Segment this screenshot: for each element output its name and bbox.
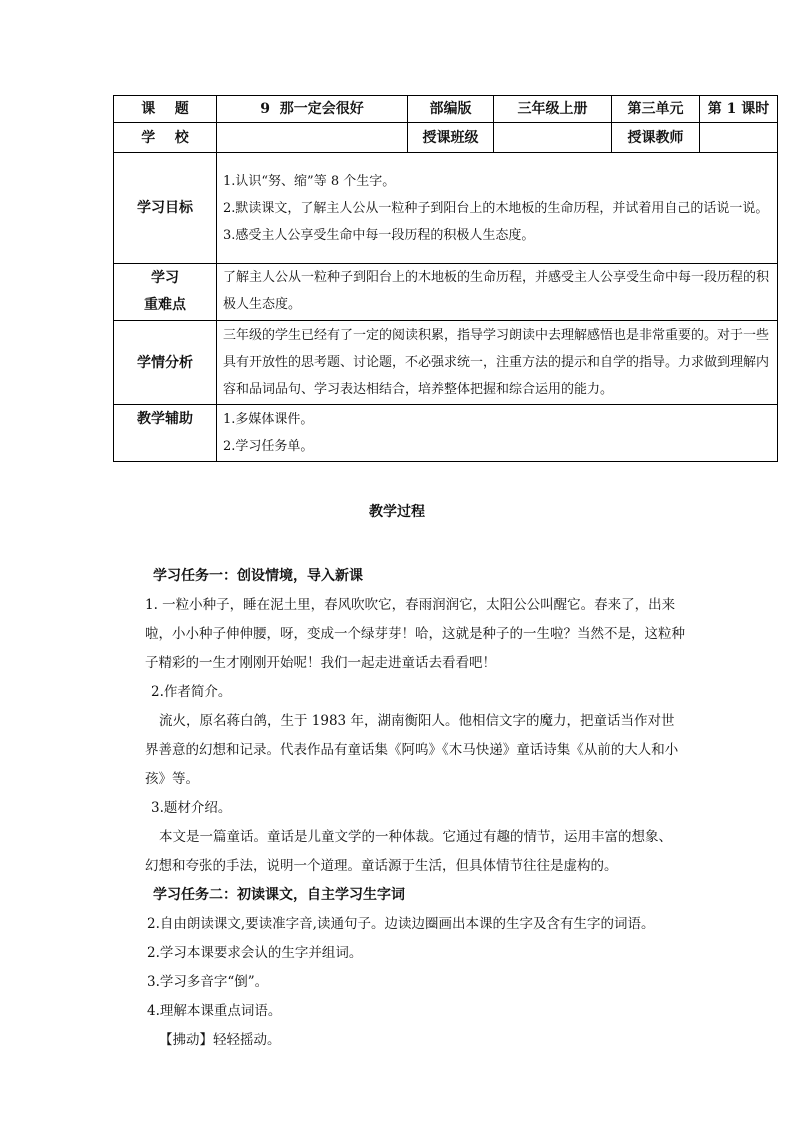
row-analysis	[114, 321, 778, 405]
edition: 部编版	[408, 96, 494, 123]
teacher-value	[700, 123, 778, 153]
paragraph: 【拂动】轻轻摇动。	[159, 1032, 281, 1048]
school-value	[217, 123, 408, 153]
paragraph: 本文是一篇童话。童话是儿童文学的一种体裁。它通过有趣的情节，运用丰富的想象、幻想和夸张的手法，说明一个道理。童话源于生活，但具体情节往往是虚构的。	[145, 829, 672, 874]
row-title	[114, 96, 778, 123]
label-aids: 教学辅助	[114, 405, 217, 462]
task2-heading: 学习任务二：初读课文，自主学习生字词	[153, 887, 405, 903]
goal-item: 2.默读课文，了解主人公从一粒种子到阳台上的木地板的生命历程，并试着用自己的话说一说。	[223, 200, 769, 216]
paragraph: 3.学习多音字“倒”。	[147, 974, 269, 990]
paragraph: 4.理解本课重点词语。	[147, 1003, 282, 1019]
paragraph: 1. 一粒小种子，睡在泥土里，春风吹吹它，春雨润润它，太阳公公叫醒它。春来了，出来啦，小小种子伸伸腰，呀，变成一个绿芽芽！哈，这就是种子的一生啦？当然不是，这粒种子精彩的一生才刚刚开始呢！我们一起走进童话去看看吧！	[145, 597, 685, 671]
label-analysis: 学情分析	[114, 321, 217, 405]
grade: 三年级上册	[494, 96, 612, 123]
lesson-info-table	[113, 95, 778, 462]
class-value	[494, 123, 612, 153]
process-title: 教学过程	[369, 504, 425, 520]
label-goals: 学习目标	[114, 153, 217, 264]
label-class: 授课班级	[408, 123, 494, 153]
row-school	[114, 123, 778, 153]
label-lesson-title: 课 题	[114, 96, 217, 123]
paragraph: 2.作者简介。	[151, 684, 232, 700]
lesson-title: 9 那一定会很好	[217, 96, 408, 123]
paragraph: 2.自由朗读课文,要读准字音,读通句子。边读边圈画出本课的生字及含有生字的词语。	[147, 916, 655, 932]
task1-heading: 学习任务一：创设情境，导入新课	[153, 568, 363, 584]
label-keypoints	[114, 264, 217, 321]
goal-item: 3.感受主人公享受生命中每一段历程的积极人生态度。	[223, 227, 535, 243]
aids-content	[217, 405, 778, 462]
unit: 第三单元	[612, 96, 700, 123]
process-body	[145, 562, 685, 1055]
label-keypoints-line2: 重难点	[144, 297, 186, 313]
keypoints-content: 了解主人公从一粒种子到阳台上的木地板的生命历程，并感受主人公享受生命中每一段历程的积极人生态度。	[217, 264, 778, 321]
row-keypoints	[114, 264, 778, 321]
aid-item: 1.多媒体课件。	[223, 412, 314, 427]
lesson-period: 第 1 课时	[700, 96, 778, 123]
paragraph: 2.学习本课要求会认的生字并组词。	[147, 945, 363, 961]
goals-content	[217, 153, 778, 264]
aid-item: 2.学习任务单。	[223, 439, 314, 454]
goal-item: 1.认识“努、缩”等 8 个生字。	[223, 173, 396, 189]
label-keypoints-line1: 学习	[151, 270, 179, 286]
label-teacher: 授课教师	[612, 123, 700, 153]
row-aids	[114, 405, 778, 462]
label-school: 学 校	[114, 123, 217, 153]
row-goals	[114, 153, 778, 264]
analysis-content: 三年级的学生已经有了一定的阅读积累，指导学习朗读中去理解感悟也是非常重要的。对于一些具有开放性的思考题、讨论题，不必强求统一，注重方法的提示和自学的指导。力求做到理解内容和品词品句、学习表达相结合，培养整体把握和综合运用的能力。	[217, 321, 778, 405]
paragraph: 流火，原名蒋白鸽，生于 1983 年，湖南衡阳人。他相信文字的魔力，把童话当作对世界善意的幻想和记录。代表作品有童话集《阿呜》《木马快递》童话诗集《从前的大人和小孩》等。	[145, 713, 679, 787]
paragraph: 3.题材介绍。	[151, 800, 232, 816]
